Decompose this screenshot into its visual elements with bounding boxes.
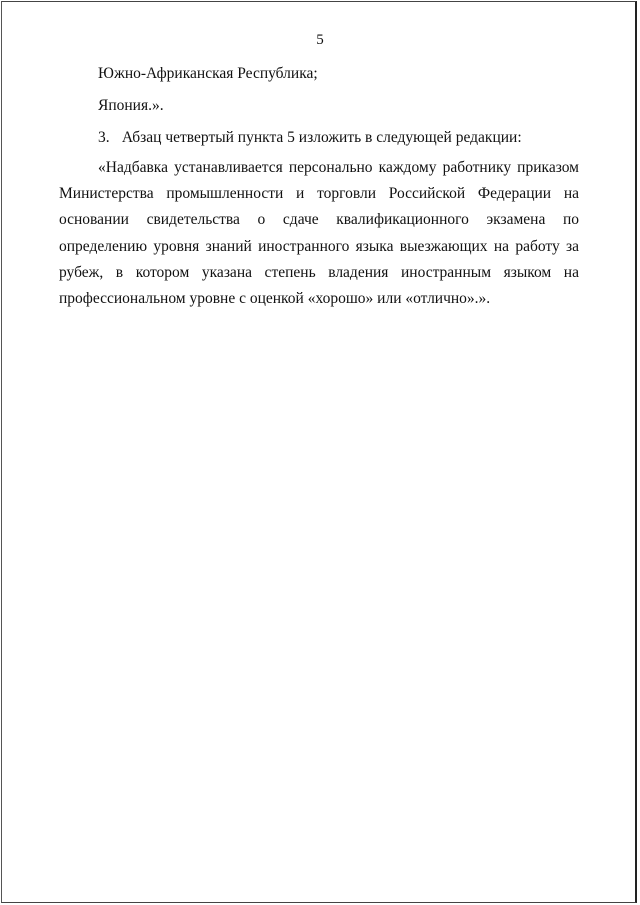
amended-paragraph: «Надбавка устанавливается персонально каждому работнику приказом Министерства промышленности и торговли Российской Федерации на основании свидетельства о сдаче квалификационного экзамена по определению уровня знаний иностранного языка выезжающих на работу за рубеж, в котором указана степень владения иностранным языком на профессиональном уровне с оценкой «хорошо» или «отлично».».	[59, 159, 579, 308]
item-number: 3.	[98, 129, 110, 146]
page-number: 5	[316, 32, 324, 48]
country-line-japan: Япония.».	[98, 97, 164, 114]
item-text: Абзац четвертый пункта 5 изложить в следующей редакции:	[121, 129, 522, 146]
amendment-item	[59, 125, 579, 150]
document-body	[59, 61, 579, 312]
country-line-south-africa: Южно-Африканская Республика;	[98, 65, 318, 82]
